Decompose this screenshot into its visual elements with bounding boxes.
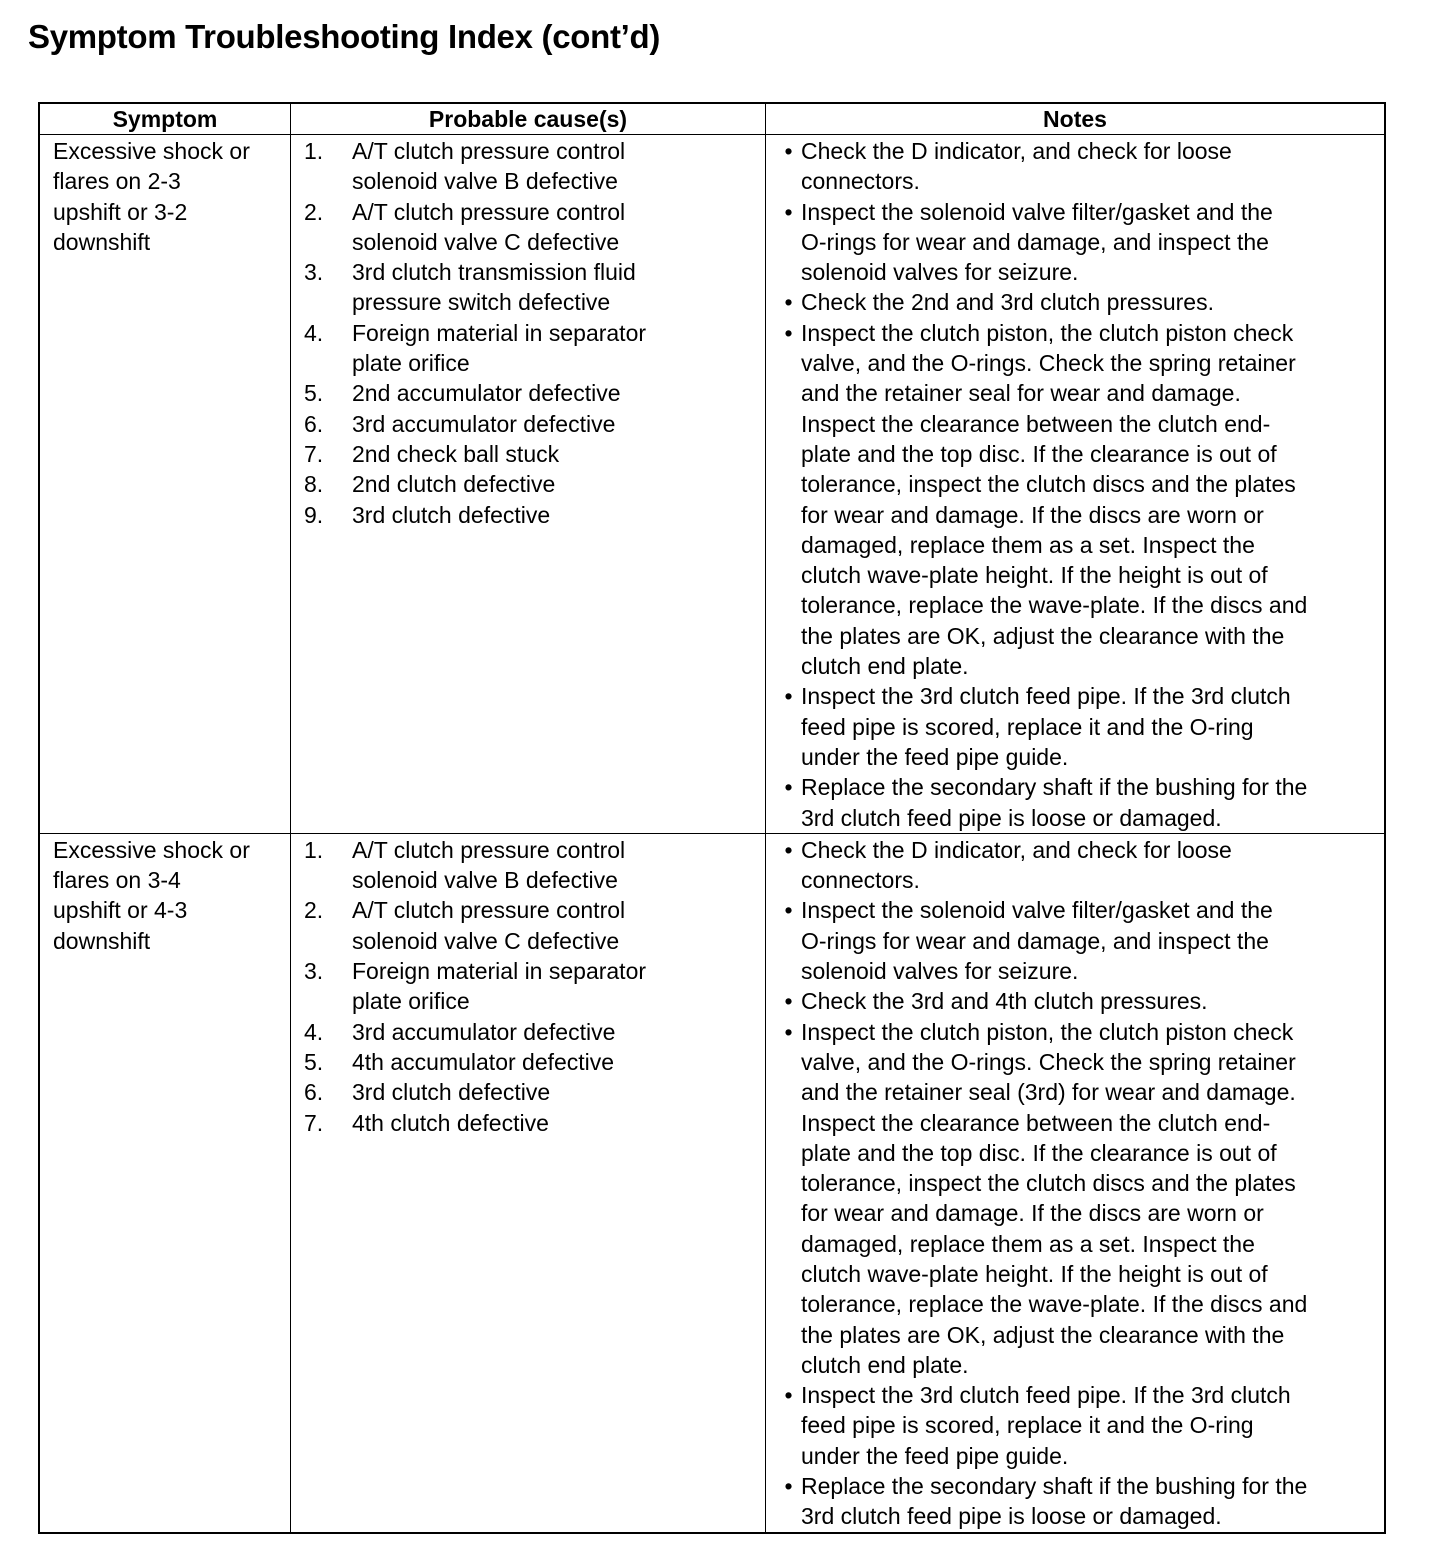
note-text: Inspect the clutch piston, the clutch piston check valve, and the O-rings. Check the spring retainer and the retainer seal (3rd) for wear and damage. Inspect the clearance between the clutch end- plate and the top disc. If the clearance is out of tolerance, inspect the clutch discs and the plates for wear and damage. If the discs are worn or damaged, replace them as a set. Inspect the clutch wave-plate height. If the height is out of tolerance, replace the wave-plate. If the discs and the plates are OK, adjust the clearance with the clutch end plate. [801,1018,1308,1378]
table-row [39,135,1385,834]
cause-text: A/T clutch pressure control solenoid valve B defective [352,836,626,894]
cause-number: 1. [304,836,324,863]
cause-item [304,1108,765,1138]
cause-item [304,469,765,499]
note-item [776,136,1384,197]
cause-text: Foreign material in separator plate orifice [352,958,647,1015]
cause-text: 4th accumulator defective [352,1048,615,1075]
note-text: Inspect the clutch piston, the clutch piston check valve, and the O-rings. Check the spring retainer and the retainer seal for wear and damage. Inspect the clearance between the clutch end- plate and the top disc. If the clearance is out of tolerance, inspect the clutch discs and the plates for wear and damage. If the discs are worn or damaged, replace them as a set. Inspect the clutch wave-plate height. If the height is out of tolerance, replace the wave-plate. If the discs and the plates are OK, adjust the clearance with the clutch end plate. [801,319,1308,680]
note-text: Check the 3rd and 4th clutch pressures. [801,988,1208,1015]
bullet-icon: • [784,836,793,863]
header-causes: Probable cause(s) [291,103,766,135]
cause-text: Foreign material in separator plate orifice [352,319,647,377]
note-item [776,197,1384,288]
cause-number: 6. [304,410,324,437]
bullet-icon: • [784,897,793,924]
table-row [39,833,1385,1532]
note-item [776,681,1384,772]
cause-item [304,1017,765,1047]
troubleshooting-table [38,102,1386,1534]
cause-number: 4. [304,319,324,346]
causes-cell [291,833,766,1532]
cause-item [304,1047,765,1077]
note-item [776,287,1384,317]
bullet-icon: • [784,1018,793,1045]
cause-number: 6. [304,1079,324,1106]
note-text: Inspect the solenoid valve filter/gasket and the O-rings for wear and damage, and inspect the solenoid valves for seizure. [801,198,1273,286]
cause-item [304,197,765,258]
note-text: Replace the secondary shaft if the bushing for the 3rd clutch feed pipe is loose or damaged. [801,1473,1308,1530]
bullet-icon: • [784,1382,793,1409]
cause-number: 9. [304,501,324,528]
note-text: Check the 2nd and 3rd clutch pressures. [801,289,1214,316]
cause-text: 2nd accumulator defective [352,380,621,407]
cause-item [304,409,765,439]
cause-text: 3rd clutch defective [352,1079,551,1106]
note-text: Check the D indicator, and check for loose connectors. [801,836,1232,894]
cause-text: 3rd clutch defective [352,501,551,528]
cause-item [304,500,765,530]
cause-number: 7. [304,1109,324,1136]
cause-number: 3. [304,259,324,286]
cause-text: 2nd check ball stuck [352,440,560,467]
header-notes: Notes [766,103,1386,135]
bullet-icon: • [784,289,793,316]
cause-item [304,1077,765,1107]
cause-item [304,136,765,197]
cause-item [304,835,765,896]
note-text: Inspect the 3rd clutch feed pipe. If the 3rd clutch feed pipe is scored, replace it and the O-ring under the feed pipe guide. [801,1382,1291,1469]
cause-item [304,318,765,379]
note-item [776,895,1384,986]
bullet-icon: • [784,198,793,225]
note-text: Inspect the 3rd clutch feed pipe. If the 3rd clutch feed pipe is scored, replace it and the O-ring under the feed pipe guide. [801,683,1291,770]
cause-number: 5. [304,380,324,407]
note-item [776,1017,1384,1381]
cause-text: 3rd clutch transmission fluid pressure switch defective [352,259,636,316]
cause-number: 8. [304,471,324,498]
cause-number: 7. [304,440,324,467]
symptom-cell: Excessive shock or flares on 2-3 upshift or 3-2 downshift [39,135,291,834]
bullet-icon: • [784,683,793,710]
cause-item [304,257,765,318]
note-item [776,318,1384,682]
bullet-icon: • [784,988,793,1015]
cause-number: 1. [304,138,324,164]
causes-cell [291,135,766,834]
cause-text: A/T clutch pressure control solenoid valve C defective [352,897,626,954]
cause-text: A/T clutch pressure control solenoid valve B defective [352,138,626,195]
cause-number: 2. [304,198,324,225]
cause-item [304,378,765,408]
table-header-row [39,103,1385,135]
note-text: Replace the secondary shaft if the bushing for the 3rd clutch feed pipe is loose or damaged. [801,774,1308,831]
cause-number: 4. [304,1018,324,1045]
notes-cell [766,833,1386,1532]
cause-number: 2. [304,897,324,924]
symptom-cell: Excessive shock or flares on 3-4 upshift or 4-3 downshift [39,833,291,1532]
bullet-icon: • [784,774,793,801]
notes-cell [766,135,1386,834]
note-item [776,1471,1384,1532]
cause-item [304,439,765,469]
cause-item [304,895,765,956]
note-item [776,986,1384,1016]
header-symptom: Symptom [39,103,291,135]
page-title: Symptom Troubleshooting Index (cont’d) [28,18,661,55]
cause-item [304,956,765,1017]
bullet-icon: • [784,1473,793,1500]
bullet-icon: • [784,138,793,164]
note-item [776,1380,1384,1471]
cause-number: 5. [304,1048,324,1075]
note-item [776,772,1384,833]
note-item [776,835,1384,896]
cause-text: 2nd clutch defective [352,471,556,498]
bullet-icon: • [784,319,793,346]
cause-text: 4th clutch defective [352,1109,549,1136]
note-text: Inspect the solenoid valve filter/gasket and the O-rings for wear and damage, and inspect the solenoid valves for seizure. [801,897,1273,985]
cause-number: 3. [304,958,324,985]
cause-text: 3rd accumulator defective [352,410,616,437]
cause-text: A/T clutch pressure control solenoid valve C defective [352,198,626,255]
cause-text: 3rd accumulator defective [352,1018,616,1045]
note-text: Check the D indicator, and check for loose connectors. [801,138,1232,195]
